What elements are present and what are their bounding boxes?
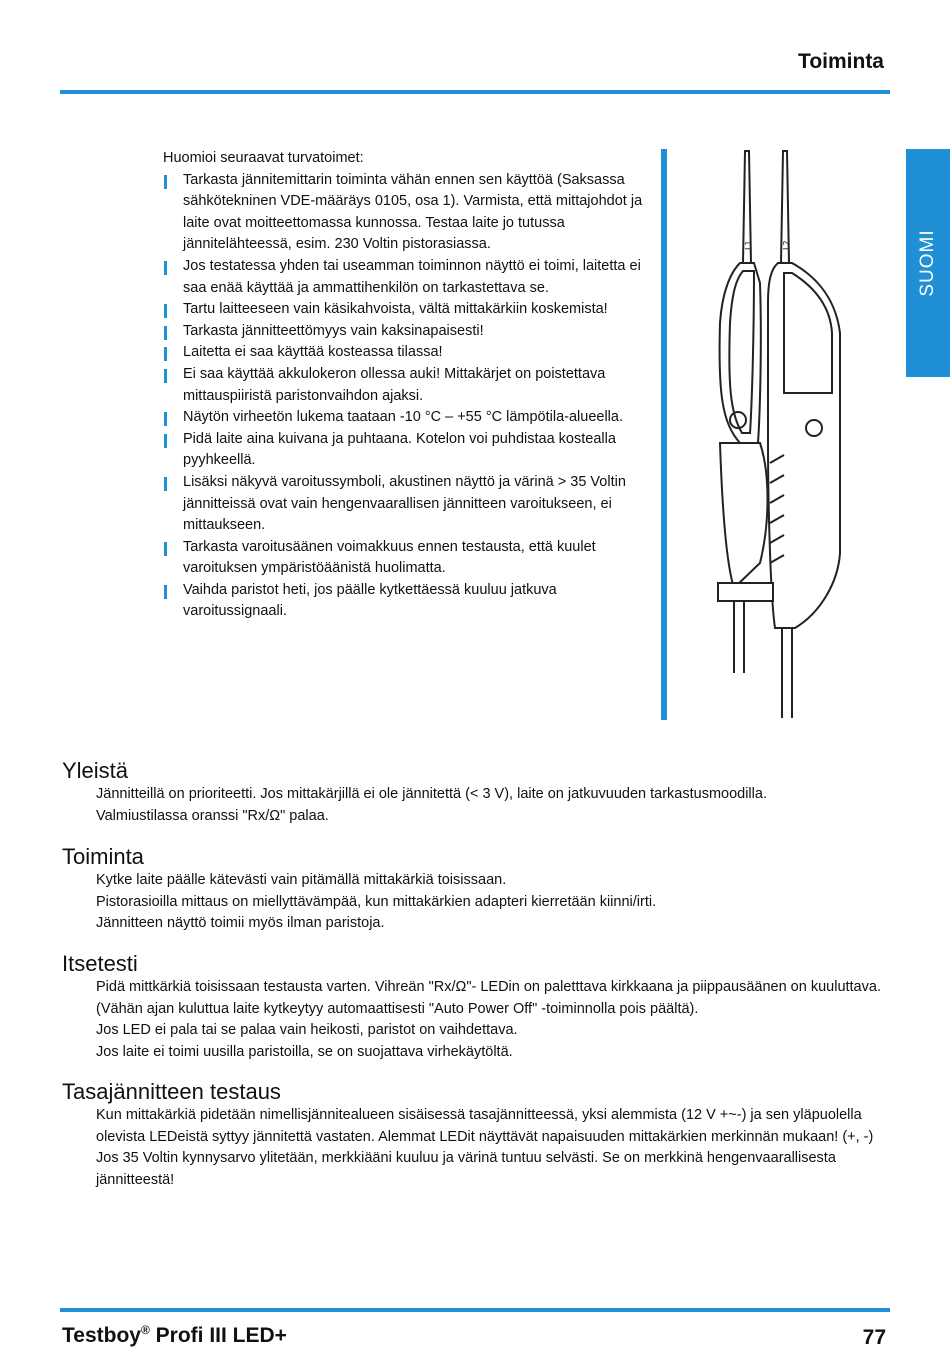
bullet-bar xyxy=(164,347,167,361)
safety-item: Ei saa käyttää akkulokeron ollessa auki! Mittakärjet on poistettava mittauspiiristä paristonvaihdon ajaksi. xyxy=(163,364,655,407)
section-body: Kytke laite päälle kätevästi vain pitämällä mittakärkiä toisissaan. Pistorasioilla mittaus on miellyttävämpää, kun mittakärkien adapteri kierretään kiinni/irti. Jännitteen näyttö toimii myös ilman paristoja. xyxy=(96,872,657,932)
bullet-bar xyxy=(164,326,167,340)
safety-item: Jos testatessa yhden tai useamman toiminnon näyttö ei toimi, laitetta ei saa enää käyttää ja ammattihenkilön on tarkastettava se. xyxy=(163,256,655,299)
safety-item: Tarkasta varoitusäänen voimakkuus ennen testausta, että kuulet varoituksen ympäristöäänistä huolimatta. xyxy=(163,537,655,580)
section-body: Jännitteillä on prioriteetti. Jos mittakärjillä ei ole jännitettä (< 3 V), laite on jatkuvuuden tarkastusmoodilla. Valmiustilassa oranssi "Rx/Ω" palaa. xyxy=(96,786,767,824)
safety-intro: Huomioi seuraavat turvatoimet: xyxy=(163,150,364,166)
safety-item: Näytön virheetön lukema taataan -10 °C – +55 °C lämpötila-alueella. xyxy=(163,407,655,429)
probe-label-l2: L2 xyxy=(782,240,791,250)
page-number: 77 xyxy=(862,1326,886,1349)
cable-right xyxy=(782,628,792,718)
bullet-bar xyxy=(164,585,167,599)
page-header-title: Toiminta xyxy=(798,50,884,73)
bullet-bar xyxy=(164,412,167,426)
bullet-bar xyxy=(164,434,167,448)
section-tasajannite xyxy=(62,1079,882,1191)
cable-left xyxy=(734,601,744,673)
safety-list xyxy=(163,170,655,623)
safety-item: Laitetta ei saa käyttää kosteassa tilassa! xyxy=(163,342,655,364)
left-grip xyxy=(720,443,768,588)
safety-item: Tartu laitteeseen vain käsikahvoista, vältä mittakärkiin koskemista! xyxy=(163,299,655,321)
accent-bar xyxy=(661,149,667,720)
section-body: Pidä mittkärkiä toisissaan testausta varten. Vihreän "Rx/Ω"- LEDin on paletttava kirkkaana ja piippausäänen on kuuluttava. (Vähän ajan kuluttua laite kytkeytyy automaattisesti "Auto Power Off" -toiminnolla pois päältä). Jos LED ei pala tai se palaa vain heikosti, paristot on vaihdettava. Jos laite ei toimi uusilla paristoilla, se on suojattava virhekäytöltä. xyxy=(96,979,881,1060)
safety-item: Vaihda paristot heti, jos päälle kytkettäessä kuuluu jatkuva varoitussignaali. xyxy=(163,580,655,623)
safety-item: Tarkasta jännitemittarin toiminta vähän ennen sen käyttöä (Saksassa sähkötekninen VDE-määräys 0105, osa 1). Varmista, että mittajohdot ja laite ovat moitteettomassa kunnossa. Testaa laite jo tutussa jännitelähteessä, esim. 230 Voltin pistorasiassa. xyxy=(163,170,655,256)
section-itsetesti xyxy=(62,951,882,1063)
bullet-bar xyxy=(164,369,167,383)
bullet-bar xyxy=(164,175,167,189)
footer-rule xyxy=(60,1308,890,1312)
section-heading: Itsetesti xyxy=(62,951,138,976)
footer-product: Testboy® Profi III LED+ xyxy=(62,1323,287,1347)
registered-mark: ® xyxy=(140,1323,150,1337)
language-tab xyxy=(906,149,950,377)
bullet-bar xyxy=(164,542,167,556)
bullet-bar xyxy=(164,304,167,318)
bullet-bar xyxy=(164,261,167,275)
safety-item: Pidä laite aina kuivana ja puhtaana. Kotelon voi puhdistaa kostealla pyyhkeellä. xyxy=(163,429,655,472)
section-heading: Toiminta xyxy=(62,844,144,869)
probe-label-l1: L1 xyxy=(744,240,753,250)
section-body: Kun mittakärkiä pidetään nimellisjännitealueen sisäisessä tasajännitteessä, yksi alemmista (12 V +~-) ja sen yläpuolella olevista LEDeistä syttyy jännitettä vastaten. Alemmat LEDit näyttävät napaisuuden mittakärkien merkinnän mukaan! (+, -) Jos 35 Voltin kynnysarvo ylitetään, merkkiääni kuuluu ja värinä tuntuu selvästi. Se on merkkinä hengenvaarallisesta jännitteestä! xyxy=(96,1107,874,1188)
section-heading: Yleistä xyxy=(62,758,129,783)
bullet-bar xyxy=(164,477,167,491)
safety-item: Tarkasta jännitteettömyys vain kaksinapaisesti! xyxy=(163,321,655,343)
header-rule xyxy=(60,90,890,94)
probe-collar xyxy=(718,583,773,601)
section-toiminta xyxy=(62,844,882,935)
section-yleista xyxy=(62,758,882,827)
safety-notes xyxy=(163,148,655,623)
language-tab-label: SUOMI xyxy=(917,229,938,297)
section-heading: Tasajännitteen testaus xyxy=(62,1079,281,1104)
voltage-tester-illustration xyxy=(700,143,880,723)
safety-item: Lisäksi näkyvä varoitussymboli, akustinen näyttö ja värinä > 35 Voltin jännitteissä ovat vain hengenvaarallisen jännitteen varoitukseen, ei mittaukseen. xyxy=(163,472,655,537)
